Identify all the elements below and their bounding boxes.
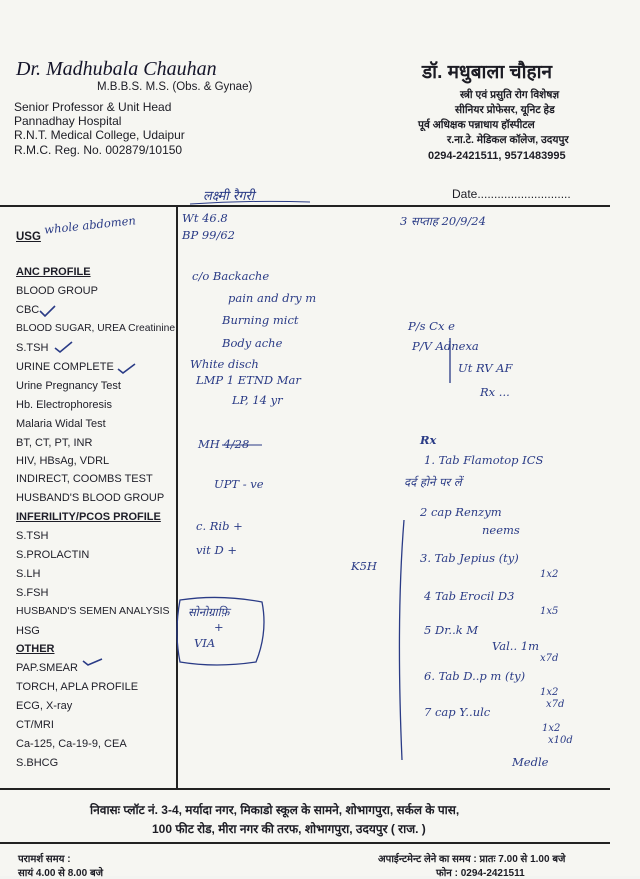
- hindi-line-specialist: स्त्री एवं प्रसुति रोग विशेषज्ञ: [460, 89, 560, 101]
- list-item: Ca-125, Ca-19-9, CEA: [16, 738, 127, 750]
- rx-symbol: Rx: [420, 433, 437, 447]
- list-item: HUSBAND'S SEMEN ANALYSIS: [16, 605, 170, 617]
- vital-bp: BP 99/62: [182, 228, 235, 242]
- list-item: S.LH: [16, 568, 41, 580]
- vital-weight: Wt 46.8: [182, 211, 228, 225]
- rx-dose: 1x2: [542, 723, 561, 734]
- visit-date: 3 सप्ताह 20/9/24: [400, 214, 486, 228]
- list-item: TORCH, APLA PROFILE: [16, 681, 139, 693]
- rx-dose: 1x5: [540, 606, 559, 617]
- rx-line: neems: [482, 523, 520, 537]
- list-item: Urine Pregnancy Test: [16, 380, 121, 392]
- list-item: HIV, HBsAg, VDRL: [16, 455, 110, 467]
- exam-line: P/s Cx e: [408, 319, 455, 333]
- list-item: INDIRECT, COOMBS TEST: [16, 473, 153, 485]
- list-item: HSG: [16, 625, 40, 637]
- list-item: OTHER: [16, 643, 55, 655]
- doctor-name-hindi: डॉ. मधुबाला चौहान: [422, 62, 553, 83]
- list-item: CT/MRI: [16, 719, 54, 731]
- list-item: S.TSH: [16, 530, 49, 542]
- upt-result: UPT - ve: [214, 477, 264, 491]
- doctor-title: Senior Professor & Unit Head: [14, 100, 172, 114]
- list-item: INFERILITY/PCOS PROFILE: [16, 511, 161, 523]
- rx-dose: 1x2: [540, 569, 559, 580]
- list-item: BLOOD GROUP: [16, 285, 98, 297]
- menstrual-history: MH 4/28: [198, 437, 250, 451]
- usg-note: whole abdomen: [43, 213, 137, 237]
- check-icon: [118, 364, 135, 373]
- rx-dose: x10d: [548, 735, 573, 746]
- list-item: HUSBAND'S BLOOD GROUP: [16, 492, 165, 504]
- ksh-note: K5H: [351, 559, 377, 573]
- hindi-line-professor: सीनियर प्रोफेसर, यूनिट हेड: [455, 104, 555, 116]
- list-item: ECG, X-ray: [16, 700, 73, 712]
- check-icon: [83, 659, 102, 665]
- footer-phone: फोन : 0294-2421511: [436, 868, 525, 879]
- hospital-name: Pannadhay Hospital: [14, 114, 122, 128]
- list-item: S.PROLACTIN: [16, 549, 90, 561]
- date-label: Date............................: [452, 187, 571, 201]
- list-item: ANC PROFILE: [16, 266, 91, 278]
- list-item: S.FSH: [16, 587, 49, 599]
- history-line: White disch: [190, 357, 259, 371]
- sonography-box-line3: VIA: [194, 636, 216, 650]
- rx-bracket: [399, 520, 404, 760]
- exam-line: Ut RV AF: [458, 361, 513, 375]
- history-line: LMP 1 ETND Mar: [196, 373, 301, 387]
- list-item: Hb. Electrophoresis: [16, 399, 112, 411]
- consultation-time: सायं 4.00 से 8.00 बजे: [18, 868, 104, 879]
- sonography-box-line2: +: [214, 620, 224, 634]
- usg-label: USG: [16, 231, 41, 243]
- sonography-box-line1: सोनोग्राफ़ि: [188, 605, 230, 619]
- rx-line: Val.. 1m: [492, 639, 539, 653]
- registration-number: R.M.C. Reg. No. 002879/10150: [14, 143, 183, 157]
- list-item: CBC: [16, 304, 40, 316]
- rx-line: 3. Tab Jepius (ty): [420, 551, 519, 565]
- rx-line: 1. Tab Flamotop ICS: [424, 453, 544, 467]
- rx-line: 7 cap Y..ulc: [424, 705, 491, 719]
- history-line: pain and dry m: [228, 291, 317, 305]
- rx-line: 2 cap Renzym: [420, 505, 502, 519]
- address-line-2: 100 फीट रोड, मीरा नगर की तरफ, शोभागपुरा, उदयपुर ( राज. ): [152, 822, 426, 836]
- hindi-line-college: र.ना.टे. मेडिकल कॉलेज, उदयपुर: [447, 134, 569, 146]
- check-icon: [55, 342, 72, 352]
- list-item: Malaria Widal Test: [16, 418, 106, 430]
- vit-d-note: vit D +: [196, 543, 237, 557]
- check-icon: [40, 306, 55, 316]
- history-line: LP, 14 yr: [232, 393, 283, 407]
- exam-line: P/V Adnexa: [412, 339, 479, 353]
- list-item: URINE COMPLETE: [16, 361, 114, 373]
- appointment-time: अपाईन्टमेन्ट लेने का समय : प्रातः 7.00 से 1.00 बजे: [378, 854, 566, 865]
- list-item: PAP.SMEAR: [16, 662, 78, 674]
- phone-numbers: 0294-2421511, 9571483995: [428, 150, 566, 162]
- rx-dose: x7d: [540, 653, 559, 664]
- rx-dose: x7d: [546, 699, 565, 710]
- list-item: BLOOD SUGAR, UREA Creatinine: [16, 323, 176, 334]
- history-line: Body ache: [222, 336, 283, 350]
- history-line: c/o Backache: [192, 269, 270, 283]
- rx-line: 4 Tab Erocil D3: [424, 589, 515, 603]
- rx-line: दर्द होने पर लें: [404, 475, 462, 489]
- rx-dose: 1x2: [540, 687, 559, 698]
- c-rib-note: c. Rib +: [196, 519, 243, 533]
- list-item: BT, CT, PT, INR: [16, 437, 93, 449]
- signature-note: Medle: [512, 755, 549, 769]
- hindi-line-superintendent: पूर्व अधिक्षक पन्नाधाय हॉस्पीटल: [418, 119, 535, 131]
- consultation-label: परामर्श समय :: [18, 854, 71, 865]
- exam-line: Rx ...: [480, 385, 510, 399]
- patient-name: लक्ष्मी रैगरी: [203, 189, 255, 204]
- address-line-1: निवासः प्लॉट नं. 3-4, मर्यादा नगर, मिकाडो स्कूल के सामने, शोभागपुरा, सर्कल के पास,: [90, 803, 460, 817]
- history-line: Burning mict: [222, 313, 299, 327]
- rx-line: 5 Dr..k M: [424, 623, 479, 637]
- college-name: R.N.T. Medical College, Udaipur: [14, 128, 185, 142]
- list-item: S.TSH: [16, 342, 49, 354]
- list-item: S.BHCG: [16, 757, 59, 769]
- rx-line: 6. Tab D..p m (ty): [424, 669, 526, 683]
- doctor-degrees: M.B.B.S. M.S. (Obs. & Gynae): [97, 81, 253, 93]
- doctor-name-english: Dr. Madhubala Chauhan: [16, 58, 217, 80]
